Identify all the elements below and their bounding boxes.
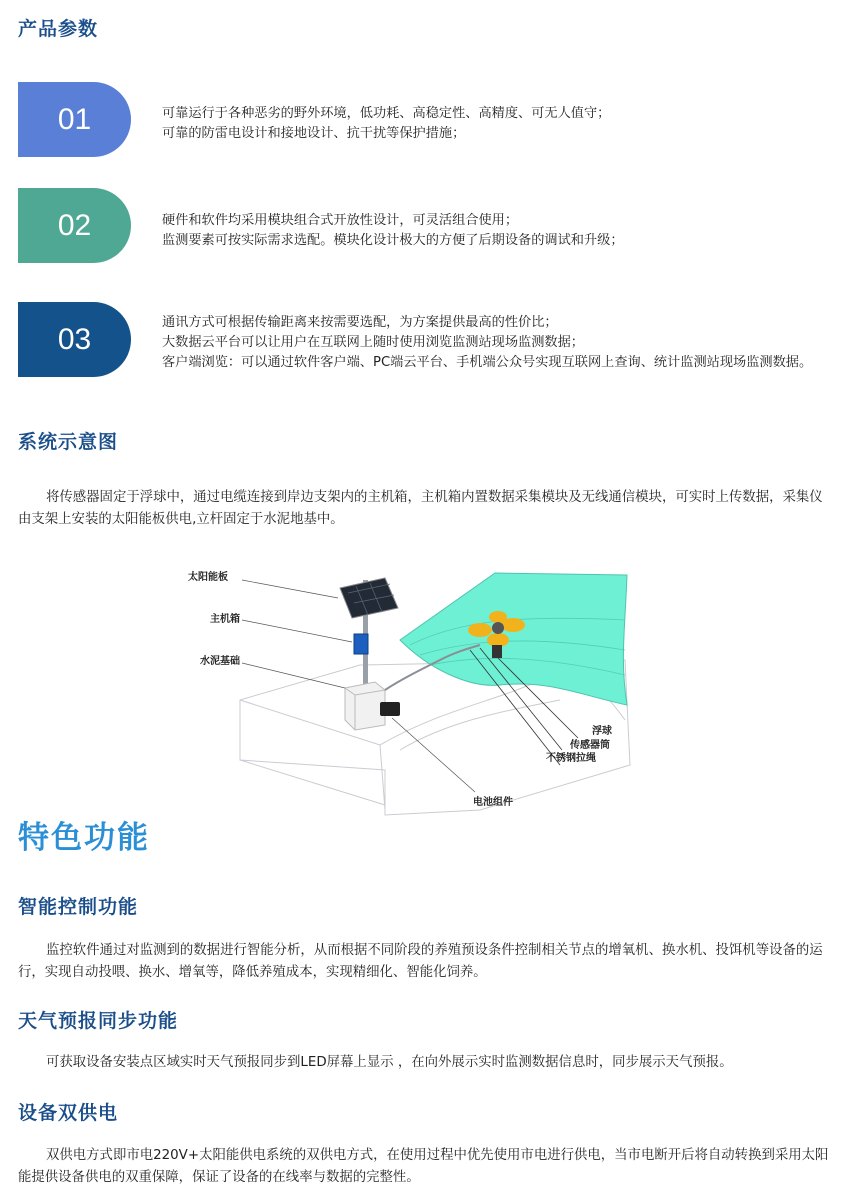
param-line: 可靠运行于各种恶劣的野外环境，低功耗、高稳定性、高精度、可无人值守； (162, 106, 611, 121)
param-text-02 (162, 211, 624, 251)
feature-text-smart-control: 监控软件通过对监测到的数据进行智能分析，从而根据不同阶段的养殖预设条件控制相关节点的增氧机、换水机、投饵机等设备的运行，实现自动投喂、换水、增氧等，降低养殖成本，实现精细化、智能化饲养。 (18, 943, 823, 980)
label-main-box: 主机箱 (210, 614, 240, 625)
section-title-system-diagram: 系统示意图 (18, 431, 119, 453)
param-badge-03: 03 (18, 302, 131, 377)
section-title-features: 特色功能 (18, 820, 150, 856)
feature-title-smart-control: 智能控制功能 (18, 896, 139, 918)
param-line: 通讯方式可根据传输距离来按需要选配，为方案提供最高的性价比； (162, 315, 558, 330)
label-solar-panel: 太阳能板 (188, 572, 228, 583)
label-float: 浮球 (592, 726, 612, 737)
label-battery: 电池组件 (473, 797, 513, 808)
battery-pack (380, 702, 400, 716)
param-text-03 (162, 313, 812, 373)
feature-text-dual-power: 双供电方式即市电220V+太阳能供电系统的双供电方式，在使用过程中优先使用市电进行供电，当市电断开后将自动转换到采用太阳能提供设备供电的双重保障，保证了设备的在线率与数据的完整性。 (18, 1148, 829, 1185)
feature-text-weather: 可获取设备安装点区域实时天气预报同步到LED屏幕上显示 ，在向外展示实时监测数据信息时，同步展示天气预报。 (46, 1055, 733, 1070)
system-description: 将传感器固定于浮球中，通过电缆连接到岸边支架内的主机箱，主机箱内置数据采集模块及无线通信模块，可实时上传数据，采集仪由支架上安装的太阳能板供电,立杆固定于水泥地基中。 (18, 490, 823, 527)
param-badge-02: 02 (18, 188, 131, 263)
label-cement-base: 水泥基础 (200, 656, 240, 667)
feature-title-dual-power: 设备双供电 (18, 1102, 119, 1124)
section-title-product-params: 产品参数 (18, 18, 99, 40)
cement-base (345, 682, 385, 730)
system-diagram (180, 560, 660, 820)
solar-panel (340, 578, 398, 618)
param-badge-01: 01 (18, 82, 131, 157)
main-box (354, 634, 368, 654)
feature-title-weather: 天气预报同步功能 (18, 1010, 179, 1032)
param-line: 硬件和软件均采用模块组合式开放性设计，可灵活组合使用； (162, 213, 519, 228)
param-line: 客户端浏览：可以通过软件客户端、PC端云平台、手机端公众号实现互联网上查询、统计监测站现场监测数据。 (162, 355, 813, 370)
param-line: 监测要素可按实际需求选配。模块化设计极大的方便了后期设备的调试和升级； (162, 233, 624, 248)
param-text-01 (162, 104, 610, 144)
label-sensor-tube: 传感器筒 (570, 740, 610, 751)
param-line: 大数据云平台可以让用户在互联网上随时使用浏览监测站现场监测数据； (162, 335, 584, 350)
label-steel-rope: 不锈钢拉绳 (546, 753, 596, 764)
water-surface (400, 573, 627, 705)
param-line: 可靠的防雷电设计和接地设计、抗干扰等保护措施； (162, 126, 466, 141)
